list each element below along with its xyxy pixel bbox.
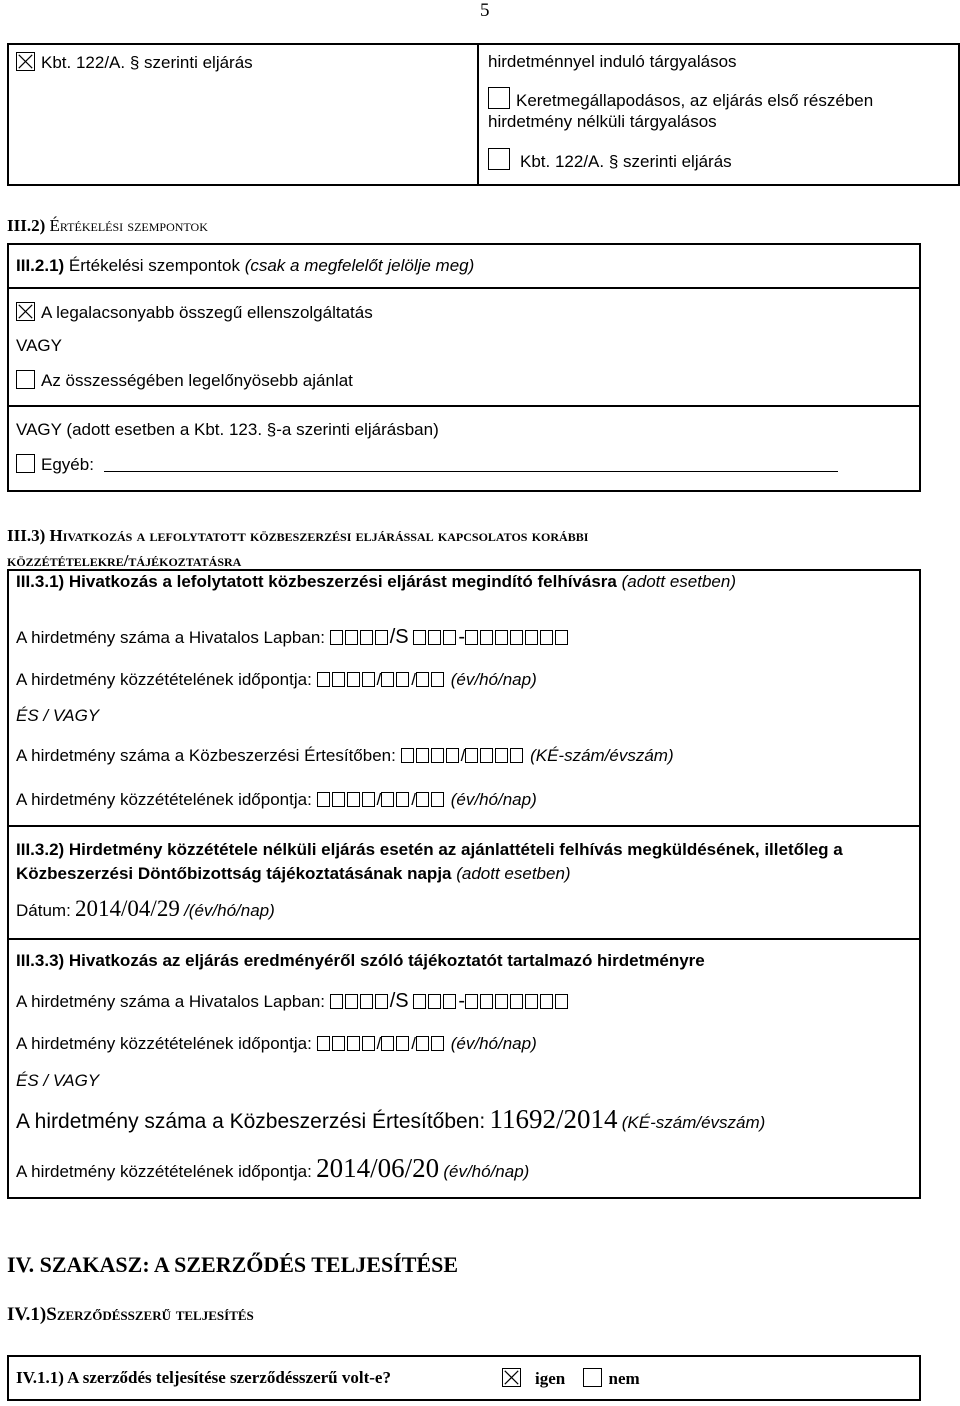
section-III21-box <box>7 243 921 492</box>
or-label: ÉS / VAGY <box>16 1071 100 1090</box>
date-label: A hirdetmény közzétételének időpontja: <box>16 1034 312 1053</box>
s3-ke-row <box>16 1104 765 1135</box>
divider <box>7 287 921 289</box>
digit-box-icon[interactable] <box>416 1034 446 1054</box>
criteria-option-other <box>16 454 94 475</box>
ke-format: (KÉ-szám/évszám) <box>621 1113 766 1132</box>
page-number: 5 <box>480 0 490 21</box>
digit-box-icon[interactable] <box>381 790 411 810</box>
left-cell <box>16 52 253 73</box>
question: IV.1.1) A szerződés teljesítése szerződésszerű volt-e? <box>16 1368 391 1387</box>
digit-box-icon[interactable] <box>416 670 446 690</box>
s2-title-line2: Közbeszerzési Döntőbizottság tájékoztatásának napja <box>16 864 452 883</box>
right-option1-line2: hirdetmény nélküli tárgyalásos <box>488 112 717 131</box>
section-III21-num: III.2.1) <box>16 256 65 275</box>
ke-label: A hirdetmény száma a Közbeszerzési Értesítőben: <box>16 746 396 765</box>
digit-box-icon[interactable] <box>413 628 458 648</box>
digit-box-icon[interactable] <box>330 628 390 648</box>
section-IV1-heading <box>7 1304 254 1326</box>
s2-title-line1: III.3.2) Hirdetmény közzététele nélküli eljárás esetén az ajánlattételi felhívás megküldésének, illetőleg a <box>16 840 843 859</box>
section-III3-heading <box>7 523 952 573</box>
criteria-option-lowest-price <box>16 302 373 323</box>
checkbox-checked-icon[interactable] <box>502 1368 521 1387</box>
digit-box-icon[interactable] <box>317 1034 377 1054</box>
digit-box-icon[interactable] <box>317 670 377 690</box>
s1-date2-row: A hirdetmény közzétételének időpontja: / / (év/hó/nap) <box>16 790 537 809</box>
s1-title-row <box>16 572 736 592</box>
section-III2-heading <box>7 216 208 236</box>
s1-oj-row <box>16 626 570 649</box>
checkbox-empty-icon[interactable] <box>583 1368 602 1387</box>
left-cell-label: Kbt. 122/A. § szerinti eljárás <box>41 53 253 72</box>
section-IV11-row <box>16 1368 391 1388</box>
oj-label: A hirdetmény száma a Hivatalos Lapban: <box>16 992 326 1011</box>
digit-box-icon[interactable] <box>381 670 411 690</box>
s2-note: (adott esetben) <box>456 864 571 883</box>
oj-sep-dash: - <box>458 626 466 648</box>
s1-ke-row: A hirdetmény száma a Közbeszerzési Értesítőben: / (KÉ-szám/évszám) <box>16 746 674 765</box>
ke-label: A hirdetmény száma a Közbeszerzési Értesítőben: <box>16 1110 486 1133</box>
date-label: A hirdetmény közzétételének időpontja: <box>16 790 312 809</box>
right-option1-label: Keretmegállapodásos, az eljárás első részében <box>516 91 874 110</box>
oj-sep-dash: - <box>458 990 466 1012</box>
digit-box-icon[interactable] <box>416 790 446 810</box>
digit-box-icon[interactable] <box>401 746 461 766</box>
date-value: 2014/06/20 <box>316 1153 440 1183</box>
right-option2-label: Kbt. 122/A. § szerinti eljárás <box>520 152 732 171</box>
oj-sep-s: /S <box>389 990 409 1012</box>
checkbox-empty-icon[interactable] <box>488 87 510 109</box>
divider <box>7 825 921 827</box>
date-format: (év/hó/nap) <box>450 670 537 689</box>
section-III3-num: III.3) <box>7 526 46 545</box>
s2-date-label: Dátum: <box>16 901 71 920</box>
s1-note: (adott esetben) <box>621 572 736 591</box>
yes-no-options <box>502 1368 640 1389</box>
digit-box-icon[interactable] <box>465 746 525 766</box>
s1-title: III.3.1) Hivatkozás a lefolytatott közbeszerzési eljárást megindító felhívásra <box>16 572 617 591</box>
checkbox-empty-icon[interactable] <box>16 370 35 389</box>
date-format: (év/hó/nap) <box>443 1162 530 1181</box>
other-input-line[interactable] <box>104 471 838 472</box>
section-IV-title: IV. SZAKASZ: A SZERZŐDÉS TELJESÍTÉSE <box>7 1252 459 1277</box>
ke-format: (KÉ-szám/évszám) <box>530 746 674 765</box>
or-label: VAGY <box>16 336 62 355</box>
s1-date-row: A hirdetmény közzétételének időpontja: / / (év/hó/nap) <box>16 670 537 689</box>
s2-date-value: 2014/04/29 <box>75 896 180 921</box>
or-label: ÉS / VAGY <box>16 706 100 725</box>
section-III21-title <box>16 256 474 276</box>
table-divider <box>477 43 479 186</box>
right-option2 <box>488 148 732 172</box>
criteria-option-best-value <box>16 370 353 391</box>
date-label: A hirdetmény közzétételének időpontja: <box>16 1162 312 1181</box>
date-label: A hirdetmény közzétételének időpontja: <box>16 670 312 689</box>
oj-label: A hirdetmény száma a Hivatalos Lapban: <box>16 628 326 647</box>
oj-sep-s: /S <box>389 626 409 648</box>
divider <box>7 938 921 940</box>
criteria-or2 <box>16 420 439 440</box>
right-option1 <box>488 87 873 111</box>
s2-date-format: /(év/hó/nap) <box>184 901 275 920</box>
s3-date2-row <box>16 1153 529 1184</box>
section-III2-num: III.2) <box>7 216 46 235</box>
s3-title: III.3.3) Hivatkozás az eljárás eredményéről szóló tájékoztatót tartalmazó hirdetményre <box>16 951 705 970</box>
checkbox-checked-icon[interactable] <box>16 52 35 71</box>
criteria-option1-label: A legalacsonyabb összegű ellenszolgáltatás <box>41 303 373 322</box>
no-label: nem <box>608 1369 640 1388</box>
right-line1: hirdetménnyel induló tárgyalásos <box>488 52 737 71</box>
digit-box-icon[interactable] <box>317 790 377 810</box>
date-format: (év/hó/nap) <box>450 1034 537 1053</box>
section-III21-text: Értékelési szempontok <box>68 256 240 275</box>
date-format: (év/hó/nap) <box>450 790 537 809</box>
checkbox-empty-icon[interactable] <box>16 454 35 473</box>
section-III3-line2: közzétételekre/tájékoztatásra <box>7 551 242 570</box>
digit-box-icon[interactable] <box>330 992 390 1012</box>
s3-oj-row <box>16 990 570 1013</box>
checkbox-empty-icon[interactable] <box>488 148 510 170</box>
criteria-option2-label: Az összességében legelőnyösebb ajánlat <box>41 371 353 390</box>
yes-label: igen <box>535 1369 566 1388</box>
ke-value: 11692/2014 <box>489 1104 618 1134</box>
divider <box>7 405 921 407</box>
digit-box-icon[interactable] <box>381 1034 411 1054</box>
section-IV1-num: IV.1) <box>7 1304 47 1325</box>
or2-note: (adott esetben a Kbt. 123. §-a szerinti eljárásban) <box>66 420 439 439</box>
or-label: VAGY <box>16 420 62 439</box>
section-III21-note: (csak a megfelelőt jelölje meg) <box>244 256 475 275</box>
checkbox-checked-icon[interactable] <box>16 302 35 321</box>
s3-date-row: A hirdetmény közzétételének időpontja: / / (év/hó/nap) <box>16 1034 537 1053</box>
section-III3-line1: Hivatkozás a lefolytatott közbeszerzési eljárással kapcsolatos korábbi <box>49 526 589 545</box>
digit-box-icon[interactable] <box>413 992 458 1012</box>
digit-box-icon[interactable] <box>465 628 570 648</box>
digit-box-icon[interactable] <box>465 992 570 1012</box>
s2-date-row <box>16 896 275 922</box>
section-III2-text: Értékelési szempontok <box>49 216 208 235</box>
s2-title-block <box>16 838 916 886</box>
criteria-option3-label: Egyéb: <box>41 455 94 474</box>
section-IV1-text: Szerződésszerű teljesítés <box>46 1304 254 1325</box>
